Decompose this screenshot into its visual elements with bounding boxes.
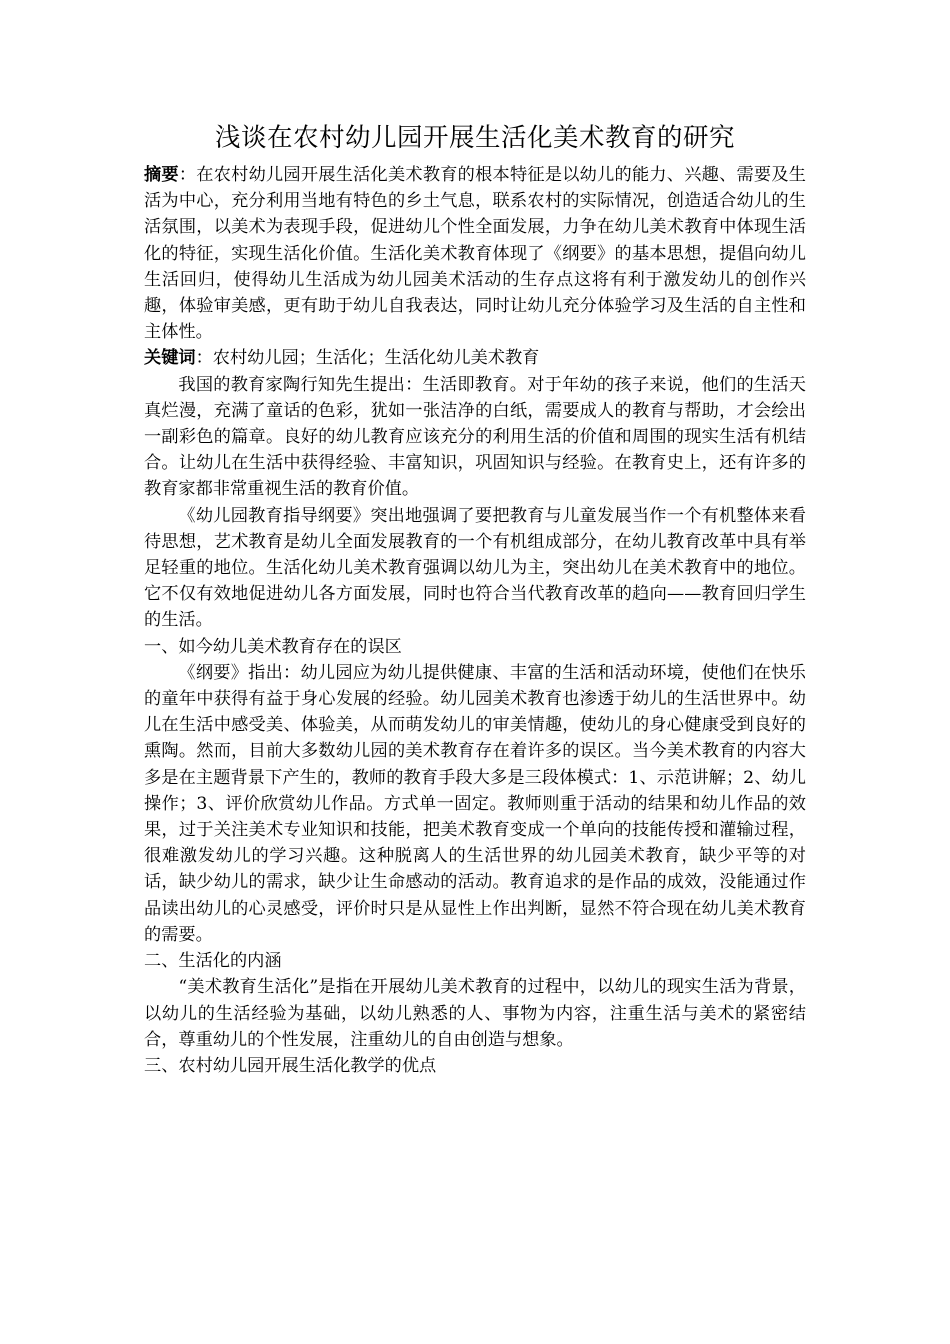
abstract-paragraph <box>144 162 806 345</box>
section-2-paragraph: “美术教育生活化”是指在开展幼儿美术教育的过程中，以幼儿的现实生活为背景，以幼儿的生活经验为基础，以幼儿熟悉的人、事物为内容，注重生活与美术的紧密结合，尊重幼儿的个性发展，注重幼儿的自由创造与想象。 <box>144 977 806 1050</box>
intro-paragraph-2: 《幼儿园教育指导纲要》突出地强调了要把教育与儿童发展当作一个有机整体来看待思想，艺术教育是幼儿全面发展教育的一个有机组成部分，在幼儿教育改革中具有举足轻重的地位。生活化幼儿美术教育强调以幼儿为主，突出幼儿在美术教育中的地位。它不仅有效地促进幼儿各方面发展，同时也符合当代教育改革的趋向——教育回归学生的生活。 <box>144 505 806 631</box>
abstract-text: ：在农村幼儿园开展生活化美术教育的根本特征是以幼儿的能力、兴趣、需要及生活为中心，充分利用当地有特色的乡土气息，联系农村的实际情况，创造适合幼儿的生活氛围，以美术为表现手段，促进幼儿个性全面发展，力争在幼儿美术教育中体现生活化的特征，实现生活化价值。生活化美术教育体现了《纲要》的基本思想，提倡向幼儿生活回归，使得幼儿生活成为幼儿园美术活动的生存点这将有利于激发幼儿的创作兴趣，体验审美感，更有助于幼儿自我表达，同时让幼儿充分体验学习及生活的自主性和主体性。 <box>144 165 806 343</box>
intro-paragraph-1: 我国的教育家陶行知先生提出：生活即教育。对于年幼的孩子来说，他们的生活天真烂漫，充满了童话的色彩，犹如一张洁净的白纸，需要成人的教育与帮助，才会绘出一副彩色的篇章。良好的幼儿教育应该充分的利用生活的价值和周围的现实生活有机结合。让幼儿在生活中获得经验、丰富知识，巩固知识与经验。在教育史上，还有许多的教育家都非常重视生活的教育价值。 <box>144 374 806 500</box>
keywords-text: ：农村幼儿园；生活化；生活化幼儿美术教育 <box>195 348 540 369</box>
section-3-heading: 三、农村幼儿园开展生活化教学的优点 <box>144 1055 437 1076</box>
section-2-heading: 二、生活化的内涵 <box>144 951 282 972</box>
section-1-heading: 一、如今幼儿美术教育存在的误区 <box>144 636 402 657</box>
section-1-paragraph: 《纲要》指出：幼儿园应为幼儿提供健康、丰富的生活和活动环境，使他们在快乐的童年中获得有益于身心发展的经验。幼儿园美术教育也渗透于幼儿的生活世界中。幼儿在生活中感受美、体验美，从而萌发幼儿的审美情趣，使幼儿的身心健康受到良好的熏陶。然而，目前大多数幼儿园的美术教育存在着许多的误区。当今美术教育的内容大多是在主题背景下产生的，教师的教育手段大多是三段体模式：1、示范讲解；2、幼儿操作；3、评价欣赏幼儿作品。方式单一固定。教师则重于活动的结果和幼儿作品的效果，过于关注美术专业知识和技能，把美术教育变成一个单向的技能传授和灌输过程，很难激发幼儿的学习兴趣。这种脱离人的生活世界的幼儿园美术教育，缺少平等的对话，缺少幼儿的需求，缺少让生命感动的活动。教育追求的是作品的成效，没能通过作品读出幼儿的心灵感受，评价时只是从显性上作出判断，显然不符合现在幼儿美术教育的需要。 <box>144 662 806 945</box>
abstract-label: 摘要 <box>144 165 179 185</box>
document-title: 浅谈在农村幼儿园开展生活化美术教育的研究 <box>214 123 735 153</box>
keywords-paragraph <box>144 345 806 371</box>
keywords-label: 关键词 <box>144 348 196 369</box>
